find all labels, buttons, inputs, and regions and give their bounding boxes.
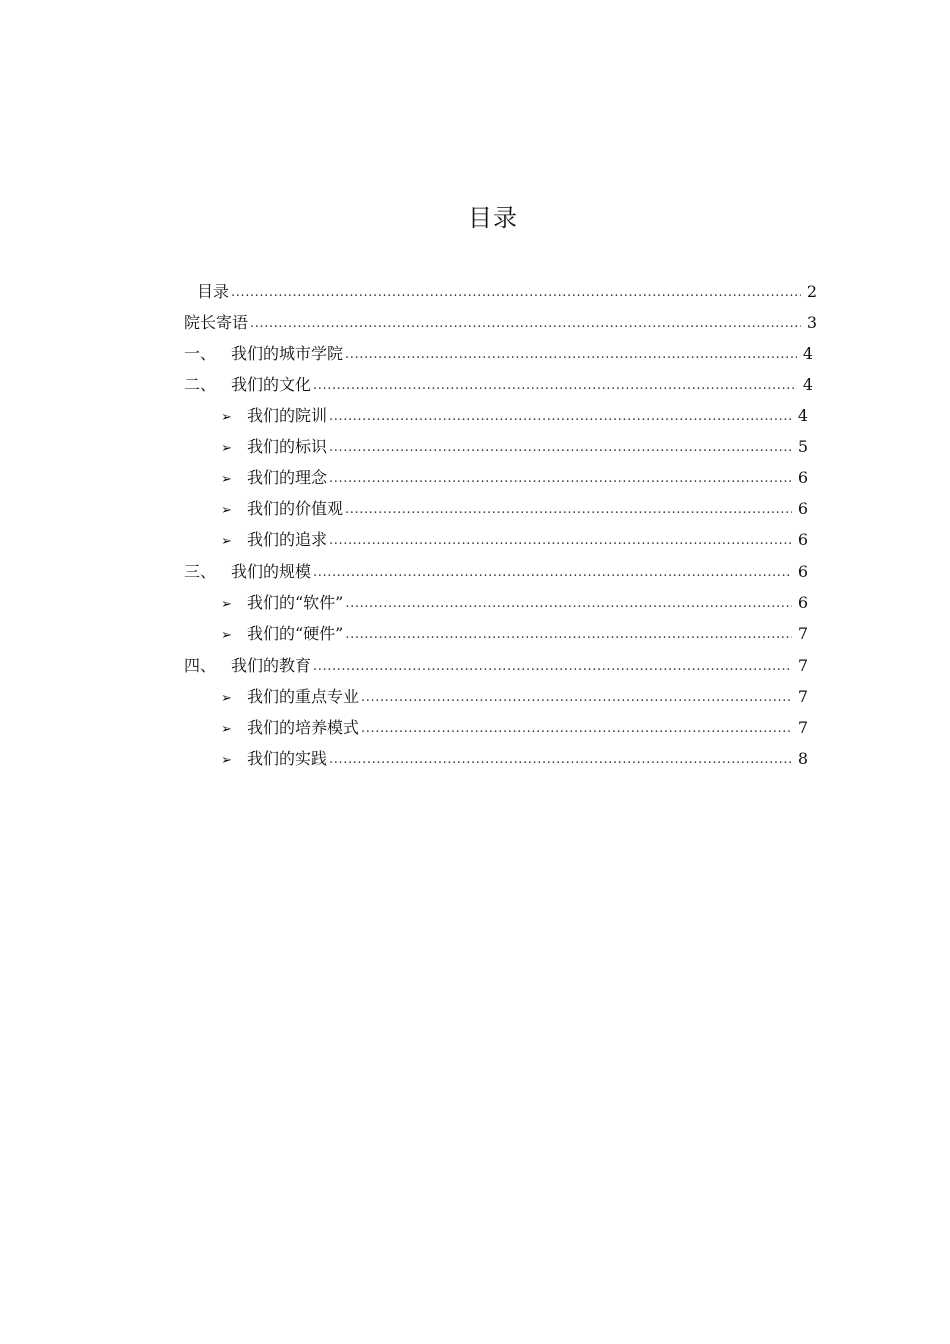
toc-entry-section-3[interactable] [184,561,808,583]
toc-entry-values[interactable] [221,498,808,520]
toc-entry-software[interactable] [221,592,808,614]
arrow-bullet-icon: ➢ [221,534,232,549]
toc-leader-dots [345,593,792,615]
arrow-bullet-icon: ➢ [221,691,232,706]
toc-entry-section-2[interactable] [184,374,813,396]
toc-entry-pursuit[interactable] [221,529,808,551]
toc-leader-dots [313,375,797,397]
toc-entry-training-mode[interactable] [221,717,808,739]
toc-entry-label: 我们的价值观 [247,499,344,518]
toc-entry-label: 我们的“软件” [247,593,344,612]
toc-entry-label: 我们的规模 [231,562,312,581]
toc-leader-dots [345,624,792,646]
toc-entry-label: 我们的文化 [231,375,312,394]
toc-entry-section-1[interactable] [184,343,813,365]
toc-page-number: 5 [797,437,808,456]
toc-section-number: 三、 [184,562,217,581]
toc-leader-dots [361,718,792,740]
toc-page-number: 8 [797,749,808,768]
arrow-bullet-icon: ➢ [221,441,232,456]
toc-leader-dots [313,656,792,678]
toc-entry-section-4[interactable] [184,655,808,677]
toc-page-number: 6 [797,593,808,612]
toc-page-number: 6 [797,562,808,581]
toc-page-number: 4 [802,375,813,394]
toc-page-number: 3 [806,313,817,332]
toc-entry-preface[interactable] [184,312,817,334]
toc-entry-philosophy[interactable] [221,467,808,489]
arrow-bullet-icon: ➢ [221,597,232,612]
toc-leader-dots [329,530,792,552]
toc-section-number: 二、 [184,375,217,394]
toc-entry-contents[interactable] [197,281,817,303]
toc-entry-label: 院长寄语 [184,313,249,332]
toc-entry-label: 目录 [197,282,230,301]
toc-page-number: 7 [797,656,808,675]
arrow-bullet-icon: ➢ [221,472,232,487]
toc-page-number: 6 [797,530,808,549]
toc-page-number: 6 [797,499,808,518]
toc-leader-dots [329,749,792,771]
toc-entry-label: 我们的“硬件” [247,624,344,643]
toc-leader-dots [345,344,797,366]
toc-entry-logo[interactable] [221,436,808,458]
toc-page-number: 2 [806,282,817,301]
toc-entry-label: 我们的院训 [247,406,328,425]
arrow-bullet-icon: ➢ [221,410,232,425]
toc-entry-hardware[interactable] [221,623,808,645]
toc-entry-label: 我们的理念 [247,468,328,487]
toc-entry-label: 我们的重点专业 [247,687,360,706]
toc-leader-dots [250,313,801,335]
toc-page-number: 6 [797,468,808,487]
arrow-bullet-icon: ➢ [221,753,232,768]
toc-entry-label: 我们的城市学院 [231,344,344,363]
toc-leader-dots [361,687,792,709]
toc-page-number: 7 [797,687,808,706]
toc-entry-label: 我们的实践 [247,749,328,768]
arrow-bullet-icon: ➢ [221,722,232,737]
toc-entry-label: 我们的追求 [247,530,328,549]
toc-leader-dots [329,406,792,428]
toc-section-number: 一、 [184,344,217,363]
toc-leader-dots [345,499,792,521]
toc-leader-dots [231,282,801,304]
toc-page-number: 7 [797,624,808,643]
toc-page-number: 4 [797,406,808,425]
toc-entry-label: 我们的标识 [247,437,328,456]
toc-leader-dots [313,562,792,584]
arrow-bullet-icon: ➢ [221,503,232,518]
toc-entry-key-majors[interactable] [221,686,808,708]
toc-entry-label: 我们的培养模式 [247,718,360,737]
toc-page-number: 4 [802,344,813,363]
toc-entry-motto[interactable] [221,405,808,427]
toc-leader-dots [329,468,792,490]
toc-section-number: 四、 [184,656,217,675]
toc-entry-label: 我们的教育 [231,656,312,675]
page-title: 目录 [468,204,518,232]
toc-leader-dots [329,437,792,459]
toc-entry-practice[interactable] [221,748,808,770]
toc-page-number: 7 [797,718,808,737]
arrow-bullet-icon: ➢ [221,628,232,643]
